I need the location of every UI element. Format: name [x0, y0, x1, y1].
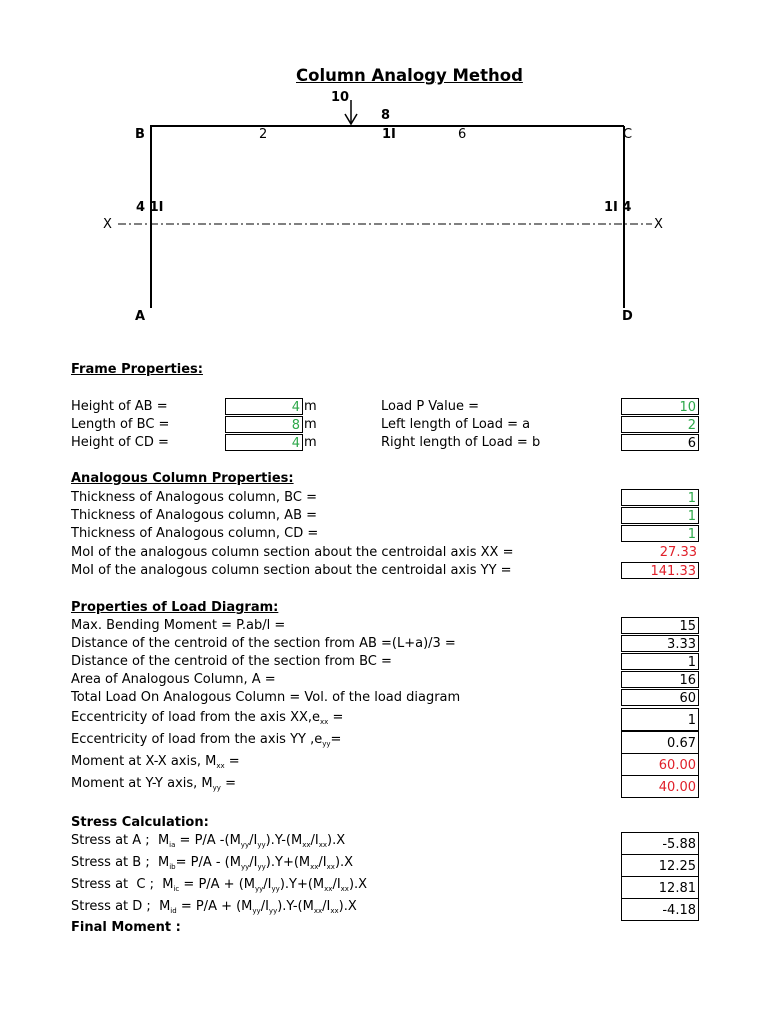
load-p-value: 10 — [621, 398, 699, 415]
centroid-ab-value: 3.33 — [621, 635, 699, 652]
beam-inertia-label: 1I — [382, 127, 396, 142]
stress-a-value: -5.88 — [621, 832, 699, 855]
total-load-value: 60 — [621, 689, 699, 706]
moi-yy-value: 141.33 — [621, 562, 699, 579]
moment-yy-value: 40.00 — [621, 775, 699, 798]
centroid-ab-label: Distance of the centroid of the section from AB =(L+a)/3 = — [71, 636, 456, 651]
thickness-ab-label: Thickness of Analogous column, AB = — [71, 508, 318, 523]
right-length-label: 6 — [458, 127, 467, 142]
ecc-yy-value: 0.67 — [621, 731, 699, 754]
height-ab-unit: m — [304, 399, 317, 414]
area-value: 16 — [621, 671, 699, 688]
height-ab-label: Height of AB = — [71, 399, 168, 414]
area-label: Area of Analogous Column, A = — [71, 672, 276, 687]
stress-c-formula: Stress at C ; $M_{ic} = P/A + (M_{yy}/I_{yy}).Y+(M_{xx}/I_{xx}).X$ — [71, 877, 368, 893]
max-moment-label: Max. Bending Moment = P.ab/l = — [71, 618, 286, 633]
moi-yy-label: MoI of the analogous column section about the centroidal axis YY = — [71, 563, 512, 578]
load-diagram-heading: Properties of Load Diagram: — [71, 600, 279, 615]
ecc-xx-value: 1 — [621, 708, 699, 731]
axis-right-label: X — [654, 217, 663, 232]
moi-xx-value: 27.33 — [659, 545, 697, 560]
node-d-label: D — [622, 309, 633, 324]
ecc-yy-label: Eccentricity of load from the axis YY $,e_{yy}=$ — [71, 732, 342, 748]
max-moment-value: 15 — [621, 617, 699, 634]
height-cd-label: Height of CD = — [71, 435, 169, 450]
thickness-cd-value: 1 — [621, 525, 699, 542]
stress-d-formula: Stress at D ; $M_{id} = P/A + (M_{yy}/I_{yy}).Y-(M_{xx}/I_{xx}).X$ — [71, 899, 357, 915]
moment-xx-value: 60.00 — [621, 753, 699, 776]
stress-d-value: -4.18 — [621, 898, 699, 921]
height-cd-value: 4 — [225, 434, 303, 451]
stress-b-formula: Stress at B ; $M_{ib}= P/A - (M_{yy}/I_{yy}).Y+(M_{xx}/I_{xx}).X$ — [71, 855, 354, 871]
left-length-a-label: Left length of Load = a — [381, 417, 531, 432]
moi-xx-label: MoI of the analogous column section about the centroidal axis XX = — [71, 545, 514, 560]
height-ab-value: 4 — [225, 398, 303, 415]
length-bc-value: 8 — [225, 416, 303, 433]
moment-xx-label: Moment at X-X axis, $M_{xx}$ = — [71, 754, 240, 770]
centroid-bc-label: Distance of the centroid of the section from BC = — [71, 654, 392, 669]
thickness-bc-value: 1 — [621, 489, 699, 506]
total-load-label: Total Load On Analogous Column = Vol. of the load diagram — [71, 690, 461, 705]
axis-left-label: X — [103, 217, 112, 232]
stress-c-value: 12.81 — [621, 876, 699, 899]
frame-diagram — [0, 0, 768, 340]
stress-a-formula: Stress at A ; $M_{ia} = P/A$ $-(M_{yy}/I_{yy}).Y-(M_{xx}/I_{xx}).X$ — [71, 833, 346, 849]
left-length-a-value: 2 — [621, 416, 699, 433]
moment-yy-label: Moment at Y-Y axis, $M_{yy}$ = — [71, 776, 236, 792]
stress-heading: Stress Calculation: — [71, 815, 209, 830]
centroid-bc-value: 1 — [621, 653, 699, 670]
span-label: 8 — [381, 108, 391, 123]
node-b-label: B — [135, 127, 145, 142]
right-length-b-label: Right length of Load = b — [381, 435, 541, 450]
length-bc-unit: m — [304, 417, 317, 432]
stress-b-value: 12.25 — [621, 854, 699, 877]
page-title: Column Analogy Method — [296, 66, 523, 85]
ecc-xx-label: Eccentricity of load from the axis $XX,e_{xx}$ = — [71, 710, 344, 726]
load-p-label: Load P Value = — [381, 399, 480, 414]
left-length-label: 2 — [259, 127, 268, 142]
length-bc-label: Length of BC = — [71, 417, 170, 432]
thickness-cd-label: Thickness of Analogous column, CD = — [71, 526, 319, 541]
analogous-heading: Analogous Column Properties: — [71, 471, 294, 486]
thickness-bc-label: Thickness of Analogous column, BC = — [71, 490, 317, 505]
node-a-label: A — [135, 309, 146, 324]
node-c-label: C — [623, 127, 633, 142]
load-value-label: 10 — [331, 90, 350, 105]
right-column-label: 1I 4 — [604, 200, 632, 215]
right-length-b-value: 6 — [621, 434, 699, 451]
thickness-ab-value: 1 — [621, 507, 699, 524]
height-cd-unit: m — [304, 435, 317, 450]
left-column-label: 4 1I — [136, 200, 164, 215]
final-moment-label: Final Moment : — [71, 920, 181, 935]
frame-properties-heading: Frame Properties: — [71, 362, 203, 377]
